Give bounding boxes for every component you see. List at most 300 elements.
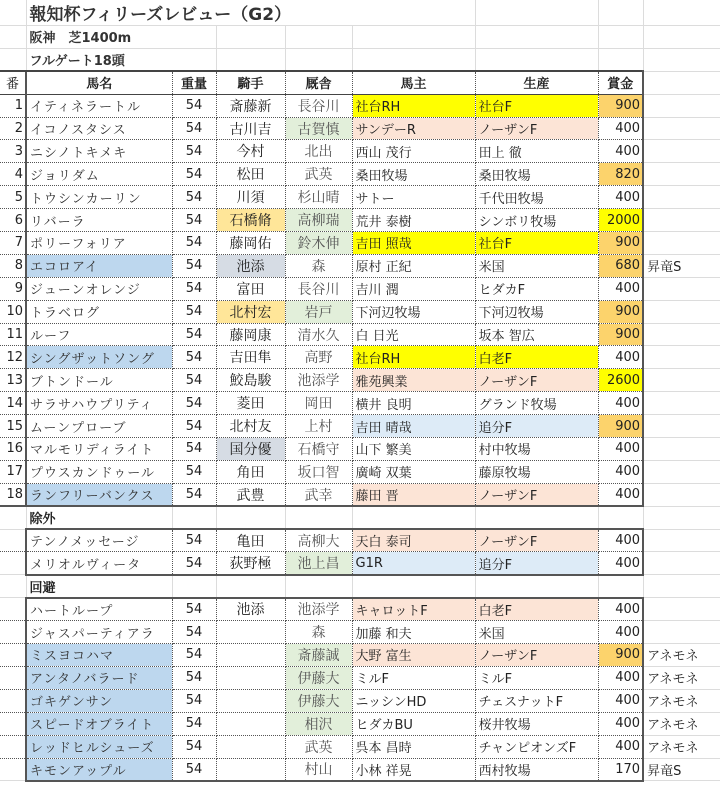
cell[interactable]: [285, 48, 352, 71]
owner[interactable]: 社台RH: [352, 346, 475, 369]
note[interactable]: [643, 392, 720, 415]
note[interactable]: 昇竜S: [643, 254, 720, 277]
cell[interactable]: [598, 48, 643, 71]
note[interactable]: [643, 460, 720, 483]
owner[interactable]: 呉本 昌時: [352, 735, 475, 758]
stable[interactable]: 上村: [285, 415, 352, 438]
race-title[interactable]: 報知杯フィリーズレビュー（G2）: [26, 0, 475, 26]
course-info[interactable]: 阪神 芝1400m: [26, 26, 216, 49]
prize[interactable]: 400: [598, 483, 643, 506]
weight[interactable]: 54: [172, 186, 216, 209]
breeder[interactable]: ノーザンF: [475, 369, 598, 392]
row-number[interactable]: 12: [0, 346, 26, 369]
weight[interactable]: 54: [172, 529, 216, 552]
weight[interactable]: 54: [172, 300, 216, 323]
prize[interactable]: 900: [598, 232, 643, 255]
horse-name[interactable]: エコロアイ: [26, 254, 172, 277]
owner[interactable]: 吉川 潤: [352, 277, 475, 300]
header-owner[interactable]: 馬主: [352, 71, 475, 94]
breeder[interactable]: ノーザンF: [475, 117, 598, 140]
breeder[interactable]: 桜井牧場: [475, 712, 598, 735]
breeder[interactable]: グランド牧場: [475, 392, 598, 415]
owner[interactable]: 吉田 照哉: [352, 232, 475, 255]
horse-name[interactable]: シングザットソング: [26, 346, 172, 369]
prize[interactable]: 400: [598, 529, 643, 552]
breeder[interactable]: 藤原牧場: [475, 460, 598, 483]
row-number[interactable]: 16: [0, 438, 26, 461]
prize[interactable]: 680: [598, 254, 643, 277]
cell[interactable]: [475, 506, 598, 529]
jockey[interactable]: 荻野極: [216, 552, 285, 575]
cell[interactable]: [475, 48, 598, 71]
cell[interactable]: [475, 575, 598, 598]
cell[interactable]: [643, 26, 720, 49]
weight[interactable]: 54: [172, 392, 216, 415]
row-number[interactable]: 1: [0, 94, 26, 117]
stable[interactable]: 鈴木伸: [285, 232, 352, 255]
weight[interactable]: 54: [172, 163, 216, 186]
weight[interactable]: 54: [172, 438, 216, 461]
owner[interactable]: 西山 茂行: [352, 140, 475, 163]
header-jockey[interactable]: 騎手: [216, 71, 285, 94]
row-number[interactable]: 9: [0, 277, 26, 300]
row-number[interactable]: [0, 644, 26, 667]
breeder[interactable]: チェスナットF: [475, 689, 598, 712]
row-number[interactable]: 17: [0, 460, 26, 483]
cell[interactable]: [598, 0, 643, 26]
owner[interactable]: 廣崎 双葉: [352, 460, 475, 483]
cell[interactable]: [475, 0, 598, 26]
breeder[interactable]: 桑田牧場: [475, 163, 598, 186]
owner[interactable]: サンデーR: [352, 117, 475, 140]
owner[interactable]: 加藤 和夫: [352, 621, 475, 644]
note[interactable]: [643, 232, 720, 255]
header-stable[interactable]: 厩舎: [285, 71, 352, 94]
cell[interactable]: [0, 506, 26, 529]
prize[interactable]: 400: [598, 598, 643, 621]
cell[interactable]: [352, 575, 475, 598]
cell[interactable]: [0, 0, 26, 26]
field-size[interactable]: フルゲート18頭: [26, 48, 216, 71]
prize[interactable]: 900: [598, 644, 643, 667]
weight[interactable]: 54: [172, 232, 216, 255]
cell[interactable]: [216, 575, 285, 598]
horse-name[interactable]: ミスヨコハマ: [26, 644, 172, 667]
jockey[interactable]: 川須: [216, 186, 285, 209]
breeder[interactable]: 社台F: [475, 232, 598, 255]
cell[interactable]: [643, 506, 720, 529]
weight[interactable]: 54: [172, 644, 216, 667]
breeder[interactable]: 千代田牧場: [475, 186, 598, 209]
breeder[interactable]: 追分F: [475, 552, 598, 575]
jockey[interactable]: 藤岡佑: [216, 232, 285, 255]
jockey[interactable]: [216, 758, 285, 781]
note[interactable]: [643, 415, 720, 438]
note[interactable]: [643, 163, 720, 186]
weight[interactable]: 54: [172, 415, 216, 438]
note[interactable]: アネモネ: [643, 689, 720, 712]
breeder[interactable]: 追分F: [475, 415, 598, 438]
row-number[interactable]: [0, 758, 26, 781]
owner[interactable]: 桑田牧場: [352, 163, 475, 186]
prize[interactable]: 400: [598, 392, 643, 415]
row-number[interactable]: [0, 621, 26, 644]
prize[interactable]: 400: [598, 666, 643, 689]
jockey[interactable]: 斎藤新: [216, 94, 285, 117]
prize[interactable]: 400: [598, 552, 643, 575]
prize[interactable]: 2600: [598, 369, 643, 392]
weight[interactable]: 54: [172, 712, 216, 735]
horse-name[interactable]: ムーンプローブ: [26, 415, 172, 438]
note[interactable]: アネモネ: [643, 712, 720, 735]
stable[interactable]: 坂口智: [285, 460, 352, 483]
prize[interactable]: 170: [598, 758, 643, 781]
prize[interactable]: 400: [598, 438, 643, 461]
owner[interactable]: 下河辺牧場: [352, 300, 475, 323]
owner[interactable]: 大野 富生: [352, 644, 475, 667]
stable[interactable]: 伊藤大: [285, 666, 352, 689]
cell[interactable]: [352, 26, 475, 49]
row-number[interactable]: [0, 552, 26, 575]
jockey[interactable]: 藤岡康: [216, 323, 285, 346]
weight[interactable]: 54: [172, 369, 216, 392]
prize[interactable]: 400: [598, 117, 643, 140]
jockey[interactable]: 北村友: [216, 415, 285, 438]
horse-name[interactable]: ゴキゲンサン: [26, 689, 172, 712]
jockey[interactable]: 鮫島駿: [216, 369, 285, 392]
owner[interactable]: サトー: [352, 186, 475, 209]
owner[interactable]: 荒井 泰樹: [352, 209, 475, 232]
owner[interactable]: 横井 良明: [352, 392, 475, 415]
breeder[interactable]: 米国: [475, 254, 598, 277]
cell[interactable]: [598, 575, 643, 598]
header-weight[interactable]: 重量: [172, 71, 216, 94]
stable[interactable]: 武英: [285, 163, 352, 186]
cell[interactable]: [643, 71, 720, 94]
jockey[interactable]: 亀田: [216, 529, 285, 552]
cell[interactable]: [643, 48, 720, 71]
stable[interactable]: 長谷川: [285, 277, 352, 300]
owner[interactable]: 原村 正紀: [352, 254, 475, 277]
note[interactable]: [643, 369, 720, 392]
row-number[interactable]: 2: [0, 117, 26, 140]
note[interactable]: [643, 598, 720, 621]
prize[interactable]: 400: [598, 140, 643, 163]
cell[interactable]: [285, 26, 352, 49]
section-excluded[interactable]: 除外: [26, 506, 172, 529]
cell[interactable]: [598, 26, 643, 49]
prize[interactable]: 400: [598, 460, 643, 483]
jockey[interactable]: 角田: [216, 460, 285, 483]
owner[interactable]: 小林 祥晃: [352, 758, 475, 781]
horse-name[interactable]: サラサハウプリティ: [26, 392, 172, 415]
stable[interactable]: 伊藤大: [285, 689, 352, 712]
cell[interactable]: [216, 48, 285, 71]
horse-name[interactable]: マルモリディライト: [26, 438, 172, 461]
row-number[interactable]: 5: [0, 186, 26, 209]
stable[interactable]: 高野: [285, 346, 352, 369]
note[interactable]: [643, 552, 720, 575]
jockey[interactable]: 今村: [216, 140, 285, 163]
breeder[interactable]: 白老F: [475, 346, 598, 369]
breeder[interactable]: 村中牧場: [475, 438, 598, 461]
note[interactable]: アネモネ: [643, 666, 720, 689]
row-number[interactable]: 8: [0, 254, 26, 277]
cell[interactable]: [0, 26, 26, 49]
owner[interactable]: 白 日光: [352, 323, 475, 346]
cell[interactable]: [172, 575, 216, 598]
row-number[interactable]: [0, 529, 26, 552]
owner[interactable]: 天白 泰司: [352, 529, 475, 552]
horse-name[interactable]: スピードオブライト: [26, 712, 172, 735]
breeder[interactable]: ヒダカF: [475, 277, 598, 300]
weight[interactable]: 54: [172, 689, 216, 712]
cell[interactable]: [598, 506, 643, 529]
note[interactable]: [643, 140, 720, 163]
row-number[interactable]: 6: [0, 209, 26, 232]
note[interactable]: [643, 346, 720, 369]
jockey[interactable]: [216, 689, 285, 712]
weight[interactable]: 54: [172, 254, 216, 277]
horse-name[interactable]: ニシノトキメキ: [26, 140, 172, 163]
note[interactable]: [643, 529, 720, 552]
row-number[interactable]: 10: [0, 300, 26, 323]
stable[interactable]: 岡田: [285, 392, 352, 415]
cell[interactable]: [352, 506, 475, 529]
breeder[interactable]: シンボリ牧場: [475, 209, 598, 232]
owner[interactable]: キャロットF: [352, 598, 475, 621]
prize[interactable]: 400: [598, 621, 643, 644]
weight[interactable]: 54: [172, 323, 216, 346]
stable[interactable]: 森: [285, 621, 352, 644]
note[interactable]: [643, 438, 720, 461]
horse-name[interactable]: イティネラートル: [26, 94, 172, 117]
prize[interactable]: 400: [598, 735, 643, 758]
owner[interactable]: ニッシンHD: [352, 689, 475, 712]
owner[interactable]: ミルF: [352, 666, 475, 689]
cell[interactable]: [216, 26, 285, 49]
note[interactable]: [643, 209, 720, 232]
row-number[interactable]: [0, 598, 26, 621]
prize[interactable]: 400: [598, 186, 643, 209]
horse-name[interactable]: トラベログ: [26, 300, 172, 323]
breeder[interactable]: ノーザンF: [475, 644, 598, 667]
stable[interactable]: 池上昌: [285, 552, 352, 575]
jockey[interactable]: [216, 712, 285, 735]
note[interactable]: [643, 94, 720, 117]
section-avoided[interactable]: 回避: [26, 575, 172, 598]
horse-name[interactable]: リバーラ: [26, 209, 172, 232]
weight[interactable]: 54: [172, 552, 216, 575]
jockey[interactable]: 池添: [216, 598, 285, 621]
breeder[interactable]: ミルF: [475, 666, 598, 689]
jockey[interactable]: 吉田隼: [216, 346, 285, 369]
horse-name[interactable]: トウシンカーリン: [26, 186, 172, 209]
horse-name[interactable]: ジューンオレンジ: [26, 277, 172, 300]
weight[interactable]: 54: [172, 209, 216, 232]
breeder[interactable]: チャンピオンズF: [475, 735, 598, 758]
stable[interactable]: 斎藤誠: [285, 644, 352, 667]
header-horse[interactable]: 馬名: [26, 71, 172, 94]
weight[interactable]: 54: [172, 277, 216, 300]
stable[interactable]: 村山: [285, 758, 352, 781]
cell[interactable]: [643, 0, 720, 26]
cell[interactable]: [285, 506, 352, 529]
breeder[interactable]: 社台F: [475, 94, 598, 117]
jockey[interactable]: 池添: [216, 254, 285, 277]
weight[interactable]: 54: [172, 140, 216, 163]
header-no[interactable]: 番: [0, 71, 26, 94]
horse-name[interactable]: ジョリダム: [26, 163, 172, 186]
cell[interactable]: [352, 48, 475, 71]
note[interactable]: [643, 117, 720, 140]
stable[interactable]: 武英: [285, 735, 352, 758]
owner[interactable]: 藤田 晋: [352, 483, 475, 506]
note[interactable]: [643, 277, 720, 300]
prize[interactable]: 400: [598, 689, 643, 712]
prize[interactable]: 400: [598, 277, 643, 300]
weight[interactable]: 54: [172, 758, 216, 781]
stable[interactable]: 池添学: [285, 598, 352, 621]
row-number[interactable]: 15: [0, 415, 26, 438]
stable[interactable]: 高柳大: [285, 529, 352, 552]
breeder[interactable]: 下河辺牧場: [475, 300, 598, 323]
owner[interactable]: G1R: [352, 552, 475, 575]
owner[interactable]: ヒダカBU: [352, 712, 475, 735]
row-number[interactable]: 7: [0, 232, 26, 255]
prize[interactable]: 900: [598, 300, 643, 323]
cell[interactable]: [216, 506, 285, 529]
jockey[interactable]: 北村宏: [216, 300, 285, 323]
jockey[interactable]: 石橋脩: [216, 209, 285, 232]
row-number[interactable]: 11: [0, 323, 26, 346]
horse-name[interactable]: メリオルヴィータ: [26, 552, 172, 575]
row-number[interactable]: 3: [0, 140, 26, 163]
horse-name[interactable]: ハートループ: [26, 598, 172, 621]
owner[interactable]: 吉田 晴哉: [352, 415, 475, 438]
note[interactable]: アネモネ: [643, 735, 720, 758]
horse-name[interactable]: ルーフ: [26, 323, 172, 346]
jockey[interactable]: 富田: [216, 277, 285, 300]
breeder[interactable]: 白老F: [475, 598, 598, 621]
row-number[interactable]: 4: [0, 163, 26, 186]
cell[interactable]: [475, 26, 598, 49]
stable[interactable]: 石橋守: [285, 438, 352, 461]
row-number[interactable]: [0, 689, 26, 712]
stable[interactable]: 清水久: [285, 323, 352, 346]
prize[interactable]: 400: [598, 346, 643, 369]
weight[interactable]: 54: [172, 346, 216, 369]
row-number[interactable]: [0, 666, 26, 689]
horse-name[interactable]: アンタノバラード: [26, 666, 172, 689]
prize[interactable]: 900: [598, 415, 643, 438]
cell[interactable]: [285, 575, 352, 598]
horse-name[interactable]: ブトンドール: [26, 369, 172, 392]
horse-name[interactable]: プウスカンドゥール: [26, 460, 172, 483]
stable[interactable]: 杉山晴: [285, 186, 352, 209]
owner[interactable]: 雅苑興業: [352, 369, 475, 392]
weight[interactable]: 54: [172, 598, 216, 621]
breeder[interactable]: 坂本 智広: [475, 323, 598, 346]
breeder[interactable]: ノーザンF: [475, 529, 598, 552]
stable[interactable]: 長谷川: [285, 94, 352, 117]
prize[interactable]: 400: [598, 712, 643, 735]
stable[interactable]: 高柳瑞: [285, 209, 352, 232]
prize[interactable]: 900: [598, 94, 643, 117]
weight[interactable]: 54: [172, 460, 216, 483]
jockey[interactable]: [216, 621, 285, 644]
row-number[interactable]: [0, 735, 26, 758]
row-number[interactable]: 14: [0, 392, 26, 415]
horse-name[interactable]: テンノメッセージ: [26, 529, 172, 552]
jockey[interactable]: [216, 666, 285, 689]
cell[interactable]: [0, 575, 26, 598]
stable[interactable]: 古賀慎: [285, 117, 352, 140]
stable[interactable]: 相沢: [285, 712, 352, 735]
weight[interactable]: 54: [172, 117, 216, 140]
stable[interactable]: 北出: [285, 140, 352, 163]
horse-name[interactable]: イコノスタシス: [26, 117, 172, 140]
header-prize[interactable]: 賞金: [598, 71, 643, 94]
weight[interactable]: 54: [172, 621, 216, 644]
prize[interactable]: 820: [598, 163, 643, 186]
breeder[interactable]: 田上 徹: [475, 140, 598, 163]
breeder[interactable]: 米国: [475, 621, 598, 644]
stable[interactable]: 岩戸: [285, 300, 352, 323]
note[interactable]: [643, 300, 720, 323]
stable[interactable]: 森: [285, 254, 352, 277]
horse-name[interactable]: ランフリーバンクス: [26, 483, 172, 506]
jockey[interactable]: 古川吉: [216, 117, 285, 140]
prize[interactable]: 900: [598, 323, 643, 346]
horse-name[interactable]: ポリーフォリア: [26, 232, 172, 255]
weight[interactable]: 54: [172, 483, 216, 506]
row-number[interactable]: [0, 712, 26, 735]
jockey[interactable]: [216, 735, 285, 758]
breeder[interactable]: ノーザンF: [475, 483, 598, 506]
cell[interactable]: [643, 575, 720, 598]
horse-name[interactable]: キモンアップル: [26, 758, 172, 781]
header-breeder[interactable]: 生産: [475, 71, 598, 94]
row-number[interactable]: 18: [0, 483, 26, 506]
note[interactable]: 昇竜S: [643, 758, 720, 781]
horse-name[interactable]: レッドヒルシューズ: [26, 735, 172, 758]
weight[interactable]: 54: [172, 666, 216, 689]
weight[interactable]: 54: [172, 94, 216, 117]
breeder[interactable]: 西村牧場: [475, 758, 598, 781]
jockey[interactable]: 国分優: [216, 438, 285, 461]
note[interactable]: [643, 323, 720, 346]
prize[interactable]: 2000: [598, 209, 643, 232]
note[interactable]: [643, 483, 720, 506]
jockey[interactable]: 武豊: [216, 483, 285, 506]
owner[interactable]: 社台RH: [352, 94, 475, 117]
cell[interactable]: [0, 48, 26, 71]
note[interactable]: アネモネ: [643, 644, 720, 667]
jockey[interactable]: 松田: [216, 163, 285, 186]
owner[interactable]: 山下 繁美: [352, 438, 475, 461]
horse-name[interactable]: ジャスパーティアラ: [26, 621, 172, 644]
row-number[interactable]: 13: [0, 369, 26, 392]
note[interactable]: [643, 186, 720, 209]
stable[interactable]: 武幸: [285, 483, 352, 506]
jockey[interactable]: 菱田: [216, 392, 285, 415]
stable[interactable]: 池添学: [285, 369, 352, 392]
weight[interactable]: 54: [172, 735, 216, 758]
cell[interactable]: [172, 506, 216, 529]
note[interactable]: [643, 621, 720, 644]
jockey[interactable]: [216, 644, 285, 667]
